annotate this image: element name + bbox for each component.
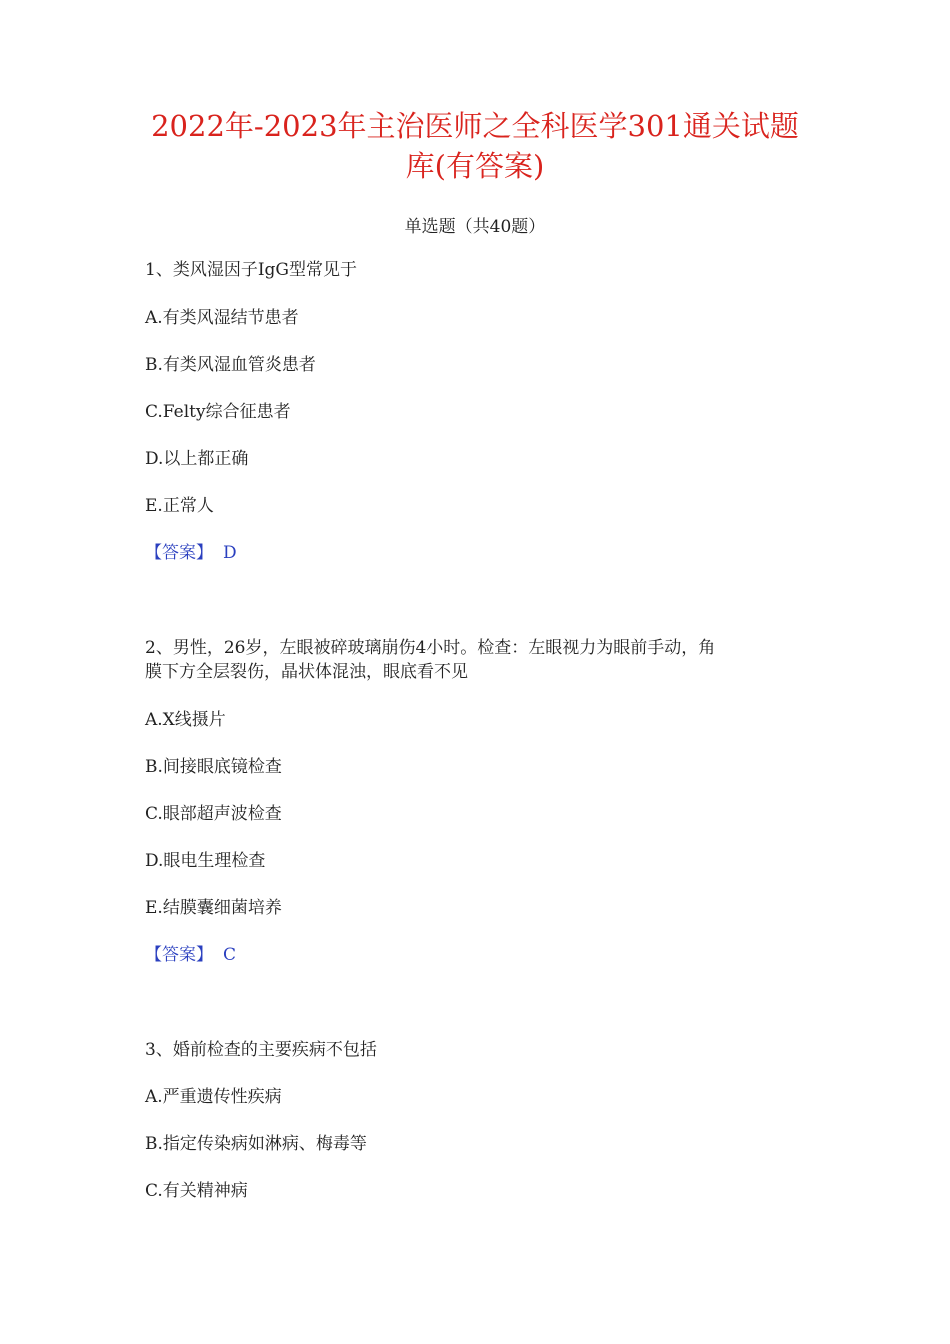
question-2-option-c: C.眼部超声波检查: [145, 804, 282, 824]
question-2-option-a: A.X线摄片: [145, 710, 226, 730]
question-2-answer: [145, 943, 805, 967]
answer-label: 【答案】: [145, 543, 213, 563]
question-2-option-b: B.间接眼底镜检查: [145, 757, 282, 777]
title-line-1: 2022年-2023年主治医师之全科医学301通关试题: [151, 109, 799, 143]
question-1-option-c: C.Felty综合征患者: [145, 402, 291, 422]
answer-value: D: [223, 543, 237, 563]
question-3-option-a: A.严重遗传性疾病: [145, 1087, 282, 1107]
question-1-stem: 1、类风湿因子IgG型常见于: [145, 260, 357, 280]
question-2-stem-line-1: 2、男性，26岁，左眼被碎玻璃崩伤4小时。检查：左眼视力为眼前手动，角: [145, 638, 716, 658]
title-line-2: 库(有答案): [405, 149, 545, 183]
question-3-stem: 3、婚前检查的主要疾病不包括: [145, 1040, 377, 1060]
answer-label: 【答案】: [145, 945, 213, 965]
question-2-stem-line-2: 膜下方全层裂伤，晶状体混浊，眼底看不见: [145, 662, 468, 682]
question-2-option-e: E.结膜囊细菌培养: [145, 898, 282, 918]
question-1-answer: [145, 541, 805, 565]
document-title: [120, 106, 830, 186]
question-1-option-d: D.以上都正确: [145, 449, 249, 469]
question-1-option-b: B.有类风湿血管炎患者: [145, 355, 316, 375]
question-3-option-b: B.指定传染病如淋病、梅毒等: [145, 1134, 367, 1154]
question-1-option-e: E.正常人: [145, 496, 214, 516]
question-2-option-d: D.眼电生理检查: [145, 851, 266, 871]
question-1-option-a: A.有类风湿结节患者: [145, 308, 299, 328]
question-3-option-c: C.有关精神病: [145, 1181, 248, 1201]
section-heading: 单选题（共40题）: [404, 217, 546, 237]
answer-value: C: [223, 945, 237, 965]
